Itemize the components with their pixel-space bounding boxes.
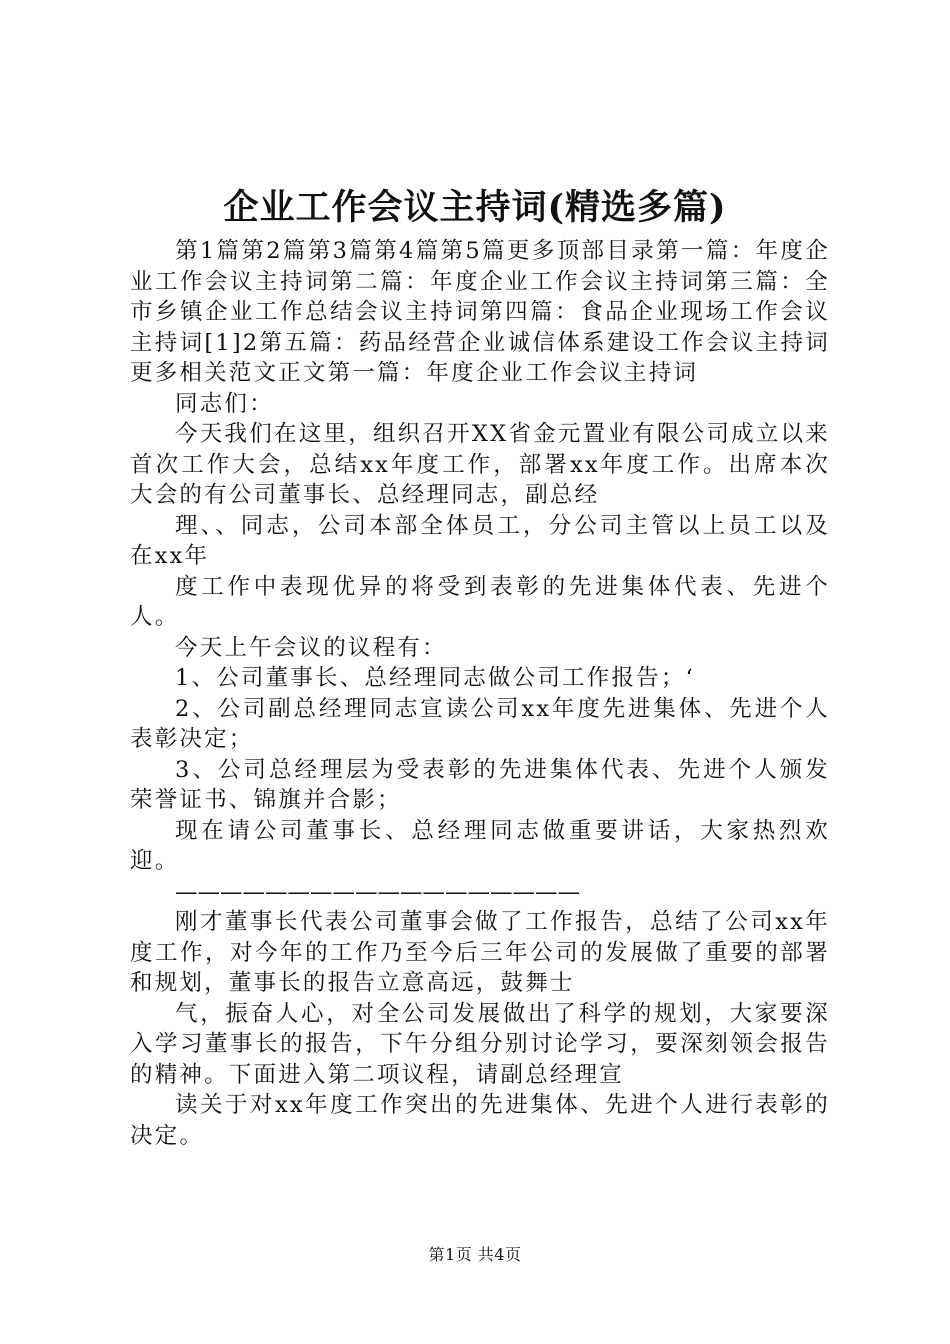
section-divider: ——————————————————: [175, 878, 580, 905]
salutation: 同志们：: [175, 390, 274, 417]
agenda-heading: 今天上午会议的议程有：: [175, 634, 447, 661]
agenda-item: 3、公司总经理层为受表彰的先进集体代表、先进个人颁发荣誉证书、锦旗并合影；: [130, 756, 830, 813]
page-title: 企业工作会议主持词(精选多篇): [223, 187, 727, 228]
agenda-item: 2、公司副总经理同志宣读公司xx年度先进集体、先进个人表彰决定；: [130, 695, 830, 752]
body-paragraph: 理、、同志，公司本部全体员工，分公司主管以上员工以及在xx年: [130, 512, 830, 569]
table-of-contents-paragraph: 第1篇第2篇第3篇第4篇第5篇更多顶部目录第一篇：年度企业工作会议主持词第二篇：年度企业工作会议主持词第三篇：全市乡镇企业工作总结会议主持词第四篇：食品企业现场工作会议主持词[1]2第五篇：药品经营企业诚信体系建设工作会议主持词更多相关范文正文第一篇：年度企业工作会议主持词: [130, 238, 830, 386]
body-paragraph: 刚才董事长代表公司董事会做了工作报告，总结了公司xx年度工作，对今年的工作乃至今后三年公司的发展做了重要的部署和规划，董事长的报告立意高远，鼓舞士: [130, 909, 830, 996]
body-paragraph: 气，振奋人心，对全公司发展做出了科学的规划，大家要深入学习董事长的报告，下午分组分别讨论学习，要深刻领会报告的精神。下面进入第二项议程，请副总经理宣: [130, 1000, 830, 1088]
body-paragraph: 读关于对xx年度工作突出的先进集体、先进个人进行表彰的决定。: [130, 1092, 830, 1149]
agenda-item: 1、公司董事长、总经理同志做公司工作报告；‘: [175, 665, 695, 691]
document-body: [130, 236, 830, 1151]
page-number-footer: 第1页 共4页: [428, 1245, 522, 1264]
body-paragraph: 度工作中表现优异的将受到表彰的先进集体代表、先进个人。: [130, 573, 830, 630]
body-paragraph: 现在请公司董事长、总经理同志做重要讲话，大家热烈欢迎。: [130, 817, 830, 874]
body-paragraph: 今天我们在这里，组织召开XX省金元置业有限公司成立以来首次工作大会，总结xx年度工作，部署xx年度工作。出席本次大会的有公司董事长、总经理同志，副总经: [130, 421, 830, 508]
